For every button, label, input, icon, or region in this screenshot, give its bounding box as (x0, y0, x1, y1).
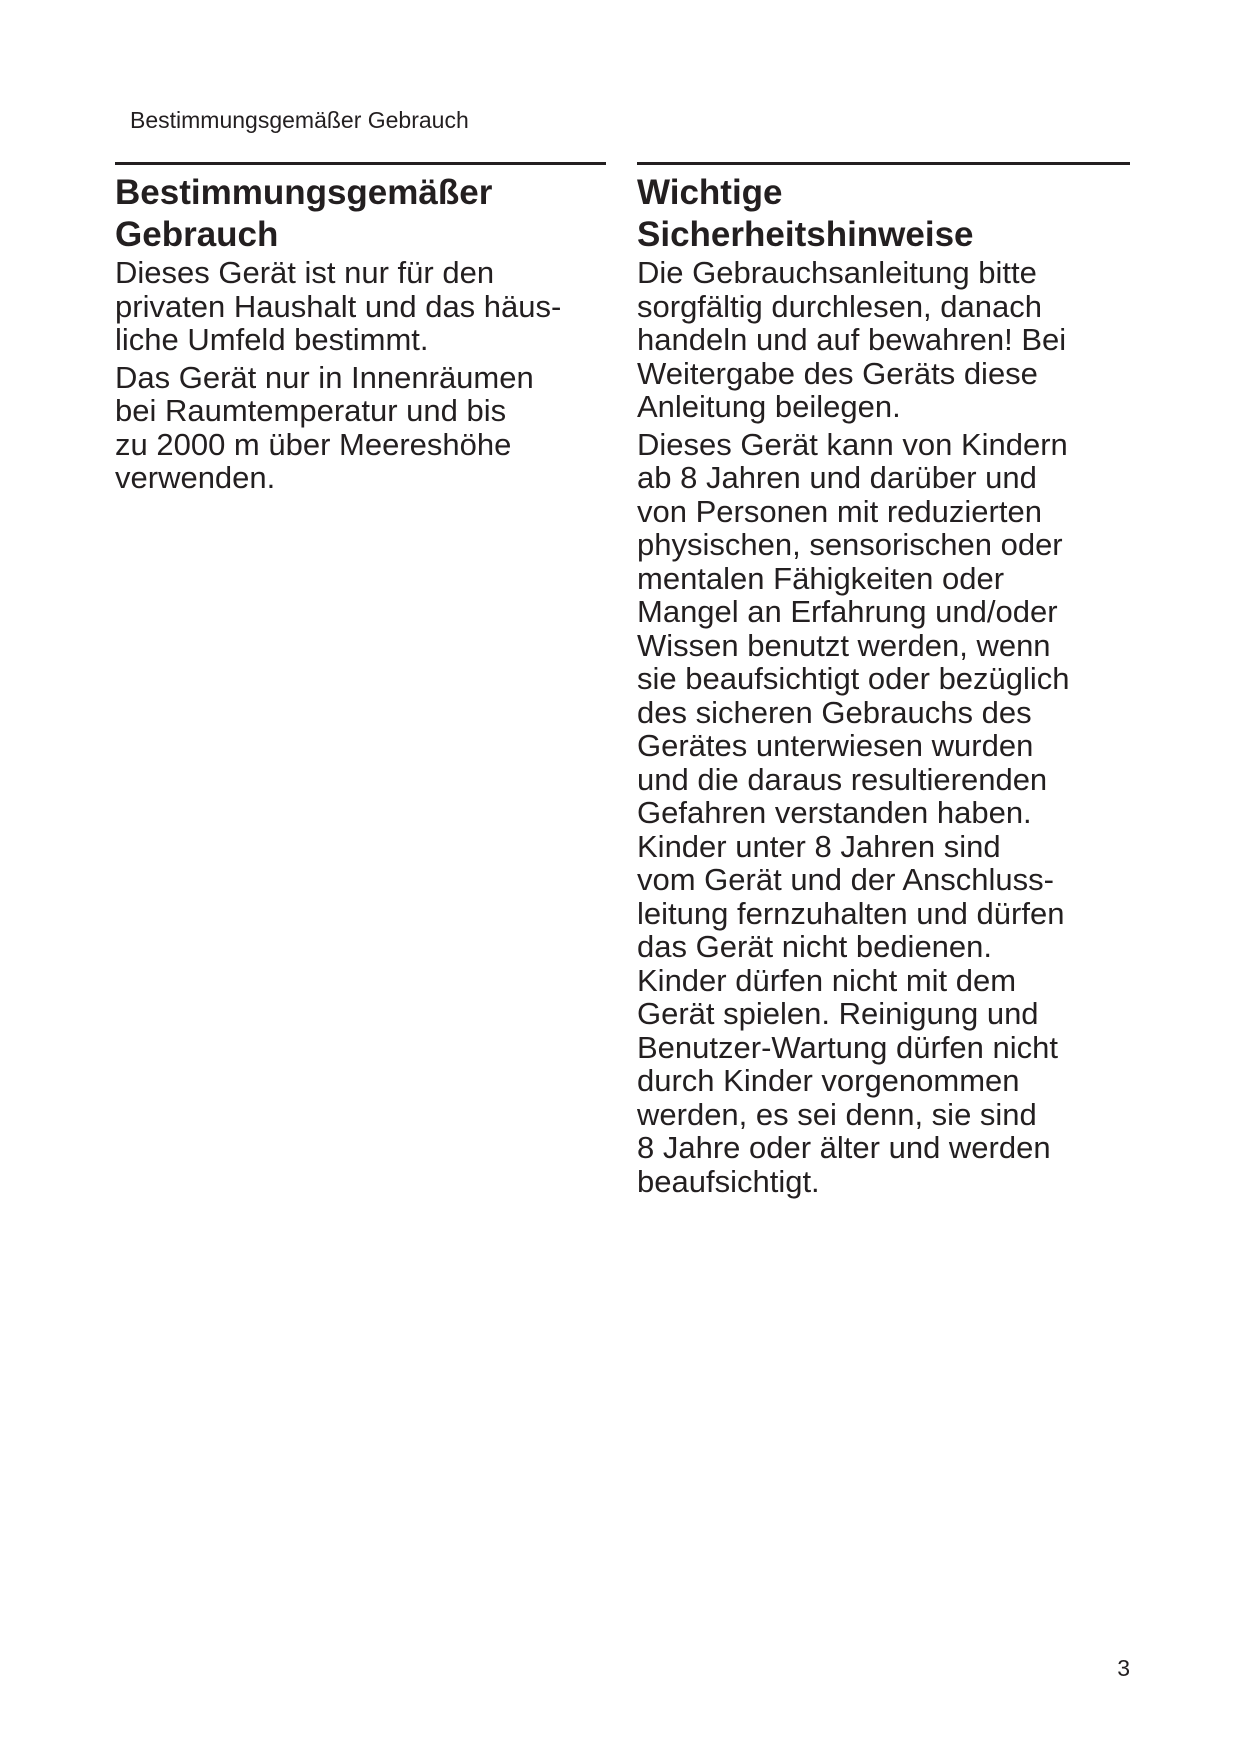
text-line: sie beaufsichtigt oder bezüglich (637, 661, 1070, 696)
text-line: liche Umfeld bestimmt. (115, 322, 429, 357)
section-intended-use (115, 162, 606, 495)
section-title (637, 172, 1130, 256)
text-line: durch Kinder vorgenommen (637, 1063, 1020, 1098)
text-line: zu 2000 m über Meereshöhe (115, 426, 512, 462)
text-line: sorgfältig durchlesen, danach (637, 288, 1042, 324)
paragraph (637, 428, 1130, 1199)
text-line: das Gerät nicht bedienen. (637, 929, 993, 964)
text-line: Dieses Gerät kann von Kindern (637, 426, 1068, 462)
text-line: und die daraus resultierenden (637, 761, 1048, 797)
text-line: ab 8 Jahren und darüber und (637, 460, 1037, 495)
text-line: Wissen benutzt werden, wenn (637, 627, 1051, 663)
text-line: Benutzer-Wartung dürfen nicht (637, 1029, 1059, 1065)
text-line: verwenden. (115, 460, 276, 495)
text-line: privaten Haushalt und das häus- (115, 288, 562, 324)
section-title (115, 172, 606, 256)
text-line: bei Raumtemperatur und bis (115, 393, 507, 428)
text-line: beaufsichtigt. (637, 1163, 820, 1199)
text-line: Das Gerät nur in Innenräumen (115, 359, 534, 395)
text-line: physischen, sensorischen oder (637, 527, 1063, 562)
text-line: 8 Jahre oder älter und werden (637, 1130, 1051, 1165)
text-line: handeln und auf bewahren! Bei (637, 322, 1067, 357)
text-line: Die Gebrauchsanleitung bitte (637, 255, 1037, 290)
text-line: Mangel an Erfahrung und/oder (637, 594, 1058, 629)
text-line: Gefahren verstanden haben. (637, 795, 1032, 830)
text-line: mentalen Fähigkeiten oder (637, 560, 1005, 596)
title-line: Wichtige (637, 173, 783, 212)
text-line: des sicheren Gebrauchs des (637, 694, 1032, 730)
text-line: Weitergabe des Geräts diese (637, 355, 1038, 391)
title-line: Gebrauch (115, 215, 279, 254)
text-line: Gerätes unterwiesen wurden (637, 728, 1034, 763)
title-line: Bestimmungsgemäßer (115, 173, 493, 212)
text-line: Gerät spielen. Reinigung und (637, 996, 1039, 1031)
text-line: Dieses Gerät ist nur für den (115, 255, 495, 290)
section-safety-instructions (637, 162, 1130, 1198)
text-line: von Personen mit reduzierten (637, 493, 1042, 529)
text-line: werden, es sei denn, sie sind (637, 1096, 1037, 1132)
text-line: leitung fernzuhalten und dürfen (637, 895, 1065, 931)
text-line: vom Gerät und der Anschluss- (637, 862, 1054, 897)
text-line: Kinder dürfen nicht mit dem (637, 962, 1017, 998)
paragraph (115, 256, 606, 357)
page-number: 3 (1117, 1655, 1130, 1681)
paragraph (637, 256, 1130, 424)
paragraph (115, 361, 606, 495)
running-header: Bestimmungsgemäßer Gebrauch (130, 107, 469, 133)
title-line: Sicherheitshinweise (637, 215, 974, 254)
text-line: Anleitung beilegen. (637, 389, 901, 424)
text-line: Kinder unter 8 Jahren sind (637, 828, 1001, 864)
